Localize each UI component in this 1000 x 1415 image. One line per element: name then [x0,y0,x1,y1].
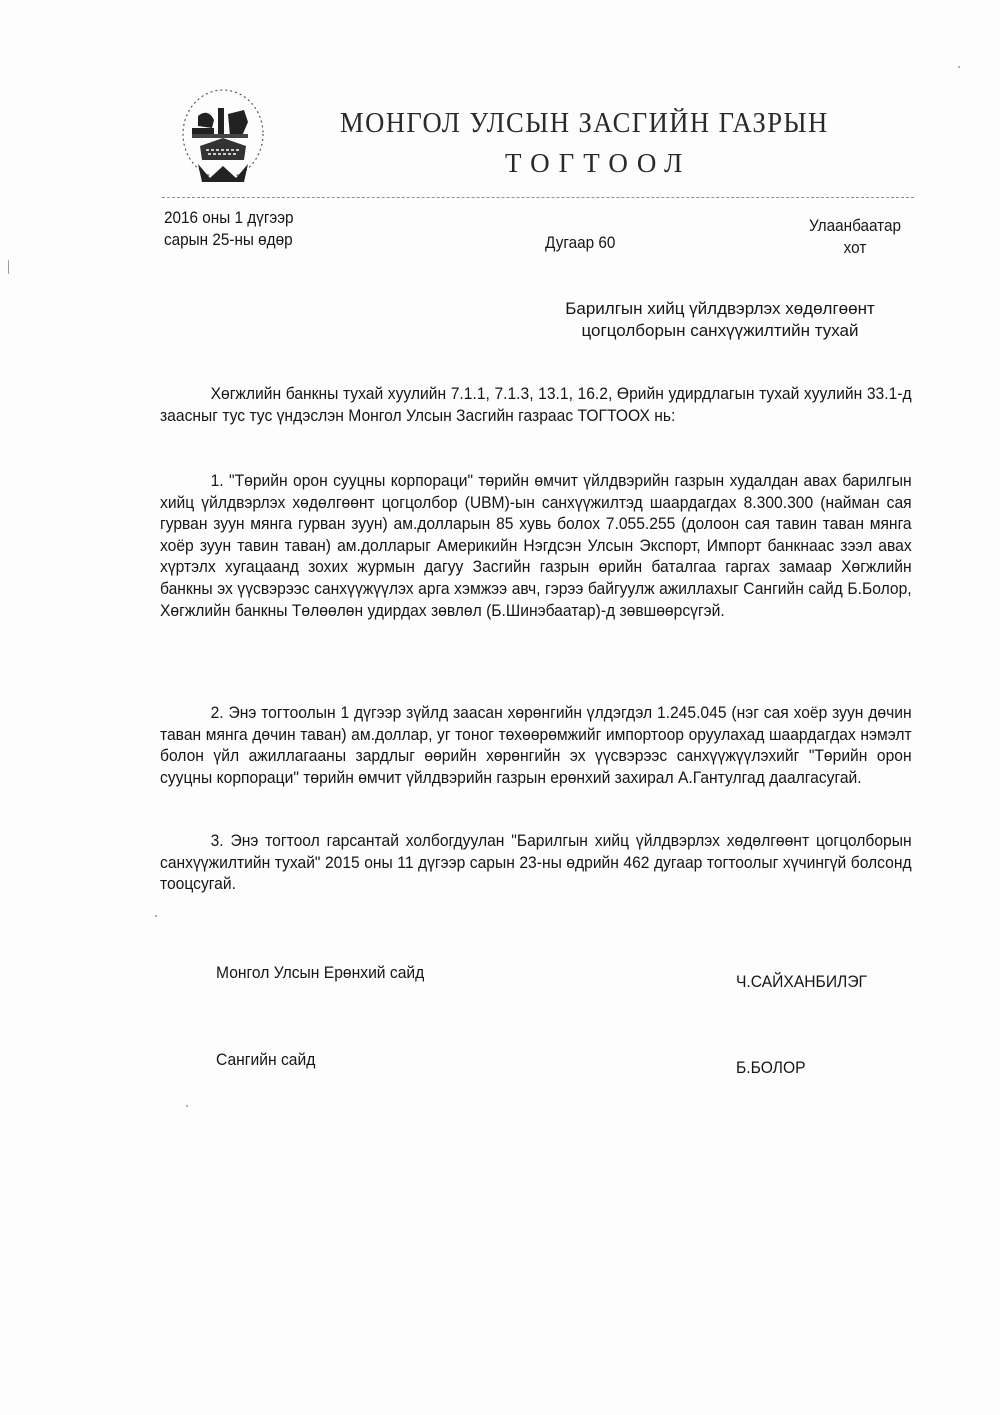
header-divider [162,197,914,198]
document-type-title: ТОГТООЛ [505,148,692,178]
document-subject [520,298,920,342]
signatory-title-finance-minister: Сангийн сайд [216,1050,316,1069]
resolution-item-2 [160,702,912,788]
date-line-2: сарын 25-ны өдөр [164,230,293,249]
resolution-item-3 [160,830,912,895]
scan-speck [8,260,9,274]
scan-speck [958,66,960,68]
place-line-1: Улаанбаатар [808,216,902,235]
subject-line-1: Барилгын хийц үйлдвэрлэх хөдөлгөөнт [565,299,875,318]
resolution-item-1 [160,470,912,621]
signatory-title-prime-minister: Монгол Улсын Ерөнхий сайд [216,963,425,982]
place-line-2: хот [843,238,867,257]
date-line-1: 2016 оны 1 дүгээр [164,208,294,227]
resolution-item-text: 3. Энэ тогтоол гарсантай холбогдуулан "Барилгын хийц үйлдвэрлэх хөдөлгөөнт цогцолборын санхүүжилтийн тухай" 2015 оны 11 дүгээр сарын 23-ны өдрийн 462 дугаар тогтоолыг хүчингүй болсонд тооцсугай. [160,831,912,894]
document-place [797,215,914,259]
resolution-item-text: 2. Энэ тогтоолын 1 дүгээр зүйлд заасан хөрөнгийн үлдэгдэл 1.245.045 (нэг сая хоёр зуун дөчин таван мянга дөчин таван) ам.доллар, уг тоног төхөөрөмжийг импортоор оруулахад шаардагдах нэмэлт болон үйл ажиллагааны зардлыг өөрийн хөрөнгийн эх үүсвэрээс санхүүжүүлэхийг "Төрийн орон сууцны корпораци" төрийн өмчит үйлдвэрийн газрын ерөнхий захирал А.Гантулгад даалгасугай. [160,703,912,787]
document-number: Дугаар 60 [545,233,616,252]
signatory-name-finance-minister: Б.БОЛОР [736,1058,806,1077]
document-issuer-title: МОНГОЛ УЛСЫН ЗАСГИЙН ГАЗРЫН [340,108,829,139]
state-emblem-icon [178,86,268,186]
resolution-item-text: 1. "Төрийн орон сууцны корпораци" төрийн өмчит үйлдвэрийн газрын худалдан авах барилгын хийц үйлдвэрлэх хөдөлгөөнт цогцолбор (UBM)-ын санхүүжилтэд шаардагдах 8.300.300 (найман сая гурван зуун мянга гурван зуун) ам.долларын 85 хувь болох 7.055.255 (долоон сая тавин таван мянга хоёр зуун тавин таван) ам.долларыг Америкийн Нэгдсэн Улсын Экспорт, Импорт банкнаас зээл авах хүртэлх хугацаанд зохих журмын дагуу Засгийн газрын өрийн баталгаа гаргах замаар Хөгжлийн банкны эх үүсвэрээс санхүүжүүлэх арга хэмжээ авч, гэрээ байгуулж ажиллахыг Сангийн сайд Б.Болор, Хөгжлийн банкны Төлөөлөн удирдах зөвлөл (Б.Шинэбаатар)-д зөвшөөрсүгэй. [160,471,912,620]
signatory-name-prime-minister: Ч.САЙХАНБИЛЭГ [736,972,868,991]
preamble-text: Хөгжлийн банкны тухай хуулийн 7.1.1, 7.1.3, 13.1, 16.2, Өрийн удирдлагын тухай хуулийн 33.1-д заасныг тус тус үндэслэн Монгол Улсын Засгийн газраас ТОГТООХ нь: [160,384,912,425]
document-date [164,207,294,251]
preamble-paragraph [160,383,912,426]
subject-line-2: цогцолборын санхүүжилтийн тухай [581,321,859,340]
scan-speck [155,915,157,917]
scan-speck [186,1105,188,1107]
